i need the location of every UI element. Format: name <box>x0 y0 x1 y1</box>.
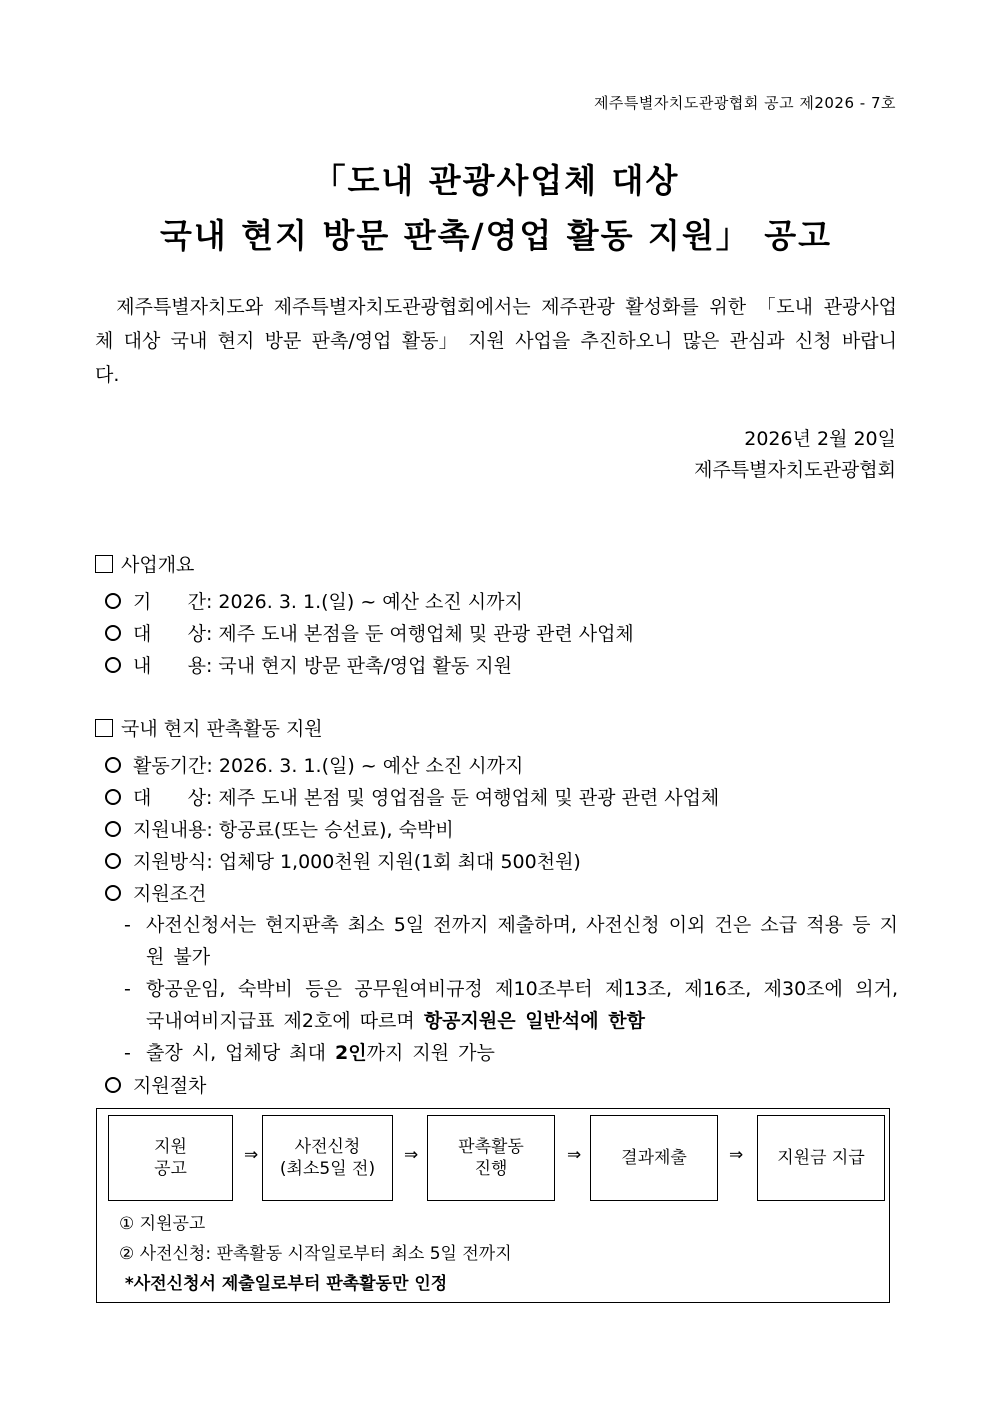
square-bullet-icon <box>95 719 113 737</box>
procedure-note-2: ② 사전신청: 판촉활동 시작일로부터 최소 5일 전까지 <box>119 1244 512 1264</box>
step-promotion: 판촉활동 진행 <box>427 1115 555 1201</box>
step-announcement: 지원 공고 <box>108 1115 233 1201</box>
square-bullet-icon <box>95 555 113 573</box>
notice-date: 2026년 2월 20일 <box>744 428 896 450</box>
arrow-right-icon: ⇒ <box>404 1145 419 1165</box>
procedure-note-1: ① 지원공고 <box>119 1214 206 1234</box>
support-item-content: 지원내용: 항공료(또는 승선료), 숙박비 <box>105 815 454 842</box>
procedure-box <box>96 1108 890 1303</box>
step-result-submission: 결과제출 <box>590 1115 718 1201</box>
arrow-right-icon: ⇒ <box>244 1145 259 1165</box>
step-presubmission: 사전신청 (최소5일 전) <box>262 1115 393 1201</box>
section-heading-support: 국내 현지 판촉활동 지원 <box>95 714 323 741</box>
support-item-procedure: 지원절차 <box>105 1071 206 1098</box>
circle-bullet-icon <box>105 757 121 773</box>
issuing-organization: 제주특별자치도관광협회 <box>694 459 896 481</box>
circle-bullet-icon <box>105 625 121 641</box>
procedure-note-bold: *사전신청서 제출일로부터 판촉활동만 인정 <box>119 1274 448 1294</box>
page-title-line2: 국내 현지 방문 판촉/영업 활동 지원」 공고 <box>159 216 833 255</box>
intro-paragraph: 제주특별자치도와 제주특별자치도관광협회에서는 제주관광 활성화를 위한 「도내 관광사업체 대상 국내 현지 방문 판촉/영업 활동」 지원 사업을 추진하오니 많은 관심과 신청 바랍니다. <box>95 296 897 386</box>
condition-max-persons: - 출장 시, 업체당 최대 2인까지 지원 가능 <box>124 1042 495 1064</box>
circle-bullet-icon <box>105 789 121 805</box>
overview-item-target: 대 상: 제주 도내 본점을 둔 여행업체 및 관광 관련 사업체 <box>105 619 634 646</box>
support-item-period: 활동기간: 2026. 3. 1.(일) ~ 예산 소진 시까지 <box>105 751 523 778</box>
support-item-method: 지원방식: 업체당 1,000천원 지원(1회 최대 500천원) <box>105 847 581 874</box>
arrow-right-icon: ⇒ <box>729 1145 744 1165</box>
overview-item-period: 기 간: 2026. 3. 1.(일) ~ 예산 소진 시까지 <box>105 587 523 614</box>
support-item-target: 대 상: 제주 도내 본점 및 영업점을 둔 여행업체 및 관광 관련 사업체 <box>105 783 719 810</box>
circle-bullet-icon <box>105 657 121 673</box>
condition-presubmission: - 사전신청서는 현지판촉 최소 5일 전까지 제출하며, 사전신청 이외 건은 소급 적용 등 지원 불가 <box>124 914 898 968</box>
condition-travel-expense: - 항공운임, 숙박비 등은 공무원여비규정 제10조부터 제13조, 제16조, 제30조에 의거, 국내여비지급표 제2호에 따르며 항공지원은 일반석에 한함 <box>124 978 898 1032</box>
circle-bullet-icon <box>105 593 121 609</box>
notice-number: 제주특별자치도관광협회 공고 제2026 - 7호 <box>593 94 896 112</box>
section-heading-overview: 사업개요 <box>95 550 194 577</box>
circle-bullet-icon <box>105 821 121 837</box>
circle-bullet-icon <box>105 1077 121 1093</box>
support-item-conditions: 지원조건 <box>105 879 206 906</box>
circle-bullet-icon <box>105 885 121 901</box>
economy-class-note: 항공지원은 일반석에 한함 <box>423 1010 645 1032</box>
overview-item-content: 내 용: 국내 현지 방문 판촉/영업 활동 지원 <box>105 651 512 678</box>
arrow-right-icon: ⇒ <box>567 1145 582 1165</box>
step-payment: 지원금 지급 <box>757 1115 885 1201</box>
page-title-line1: 「도내 관광사업체 대상 <box>312 161 680 200</box>
circle-bullet-icon <box>105 853 121 869</box>
